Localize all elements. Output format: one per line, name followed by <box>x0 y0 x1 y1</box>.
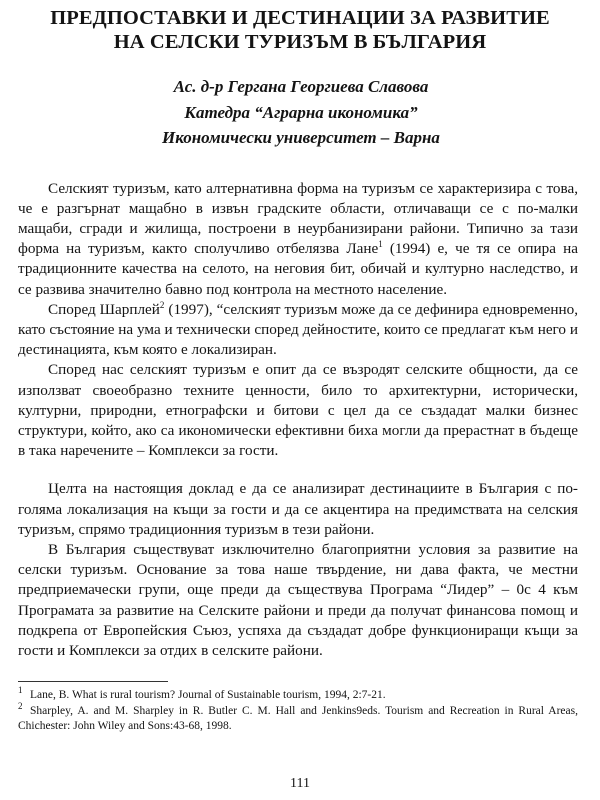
paragraph-3: Според нас селският туризъм е опит да се възродят селските общности, да се използват своеобразно техните ценности, било то архитектурни, исторически, културни, природни, етнографски и битови с цел да се създадат малки бизнес структури, който, ако са икономически ефективни биха могли да прерастнат в бъдеще в така наречените – Комплекси за гости. <box>18 361 578 460</box>
paragraph-2: Според Шарплей$^2$ (1997), “селският туризъм може да се дефинира едновременно, като състояние на ума и технически според дейностите, които се предлагат към него и дестинацията, към която е локализиран. <box>18 299 578 359</box>
footnote-ref-1[interactable]: 1 <box>378 239 383 250</box>
page-number: 111 <box>290 776 310 791</box>
paper-title <box>10 6 578 54</box>
author-university: Икономически университет – Варна <box>162 128 440 147</box>
author-department: Катедра “Аграрна икономика” <box>184 102 418 122</box>
footnotes <box>10 685 578 735</box>
footnote-2: $^2$ Sharpley, A. and M. Sharpley in R. Butler C. M. Hall and Jenkins9eds. Tourism and Recreation in Rural Areas, Chichester: John Wiley and Sons:43-68, 1998. <box>18 700 578 733</box>
paragraph-4: Целта на настоящия доклад е да се анализират дестинациите в България с по-голяма локализация на къщи за гости и да се акцентира на предимствата на селския туризъм, спрямо традиционния туризъм в тези райони. <box>18 480 578 538</box>
footnote-ref-2[interactable]: 2 <box>159 299 165 310</box>
footnote-divider <box>18 681 168 682</box>
footnote-1: $^1$ Lane, B. What is rural tourism? Journal of Sustainable tourism, 1994, 2:7-21. <box>18 685 386 702</box>
paragraph-1: Селският туризъм, като алтернативна форма на туризъм се характеризира с това, че е разгърнат мащабно в извън градските области, отличаващи се с по-малки мащаби, сгради и жилища, построени в неурбанизирани райони. Типично за тази форма на туризъм, както сполучливо отбелязва Лане$^1$ (1994) е, че тя се опира на традиционните качества на селото, на неговия бит, обичай и културно наследство, и се развива значително бавно под контрола на местното население. <box>18 179 578 298</box>
author-block <box>10 74 578 151</box>
author-name: Ас. д-р Гергана Георгиева Славова <box>173 77 429 96</box>
title-line-2: НА СЕЛСКИ ТУРИЗЪМ В БЪЛГАРИЯ <box>113 31 487 53</box>
paragraph-5: В България съществуват изключително благоприятни условия за развитие на селски туризъм. Основание за това наше твърдение, ни дава факта, че местни предприемачески групи, още преди да съществува Програма “Лидер” – 0с 4 към Програмата за развитие на Селските райони и преди да получат финансова помощ и подкрепа от Европейския Съюз, успяха да създадат добре функциониращи къщи за гости и Комплекси за отдих в селските райони. <box>18 540 578 659</box>
title-line-1: ПРЕДПОСТАВКИ И ДЕСТИНАЦИИ ЗА РАЗВИТИЕ <box>50 7 550 29</box>
body-text <box>10 179 578 662</box>
